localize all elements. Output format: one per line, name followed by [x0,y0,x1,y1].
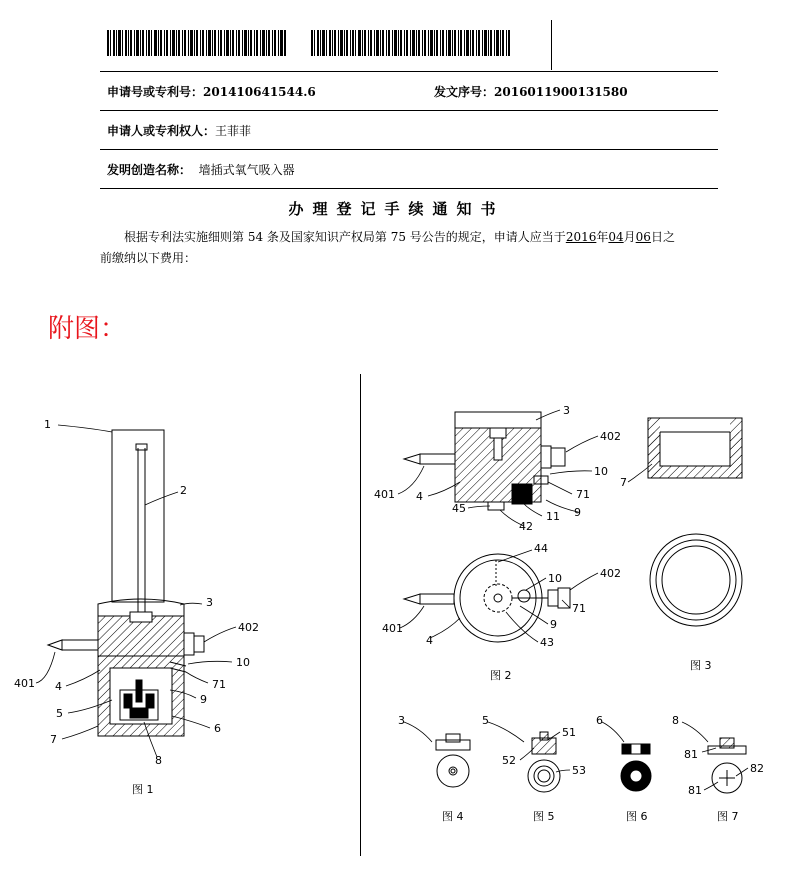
figure-part-label: 71 [572,602,586,615]
figure-part-label: 82 [750,762,764,775]
application-number-row [107,83,316,100]
figure-7-caption: 图 7 [717,810,739,823]
due-day: 06 [635,230,651,244]
figure-part-label: 81 [688,784,702,797]
header-rule [100,110,718,111]
header-rule [100,149,718,150]
figure-part-label: 3 [398,714,405,727]
figure-part-label: 6 [214,722,221,735]
header-rule [100,71,718,72]
figure-2-top-view-drawing [404,554,570,642]
figure-part-label: 10 [594,465,608,478]
application-number-value: 201410641544.6 [203,85,316,99]
header-rule [100,188,718,189]
figure-part-label: 5 [56,707,63,720]
figure-part-label: 9 [574,506,581,519]
figure-part-label: 4 [426,634,433,647]
figure-part-label: 9 [550,618,557,631]
figure-3-drawing [648,418,742,626]
figure-1-drawing [48,430,204,736]
figure-part-label: 3 [206,596,213,609]
figure-6-caption: 图 6 [626,810,648,823]
figure-part-label: 8 [672,714,679,727]
due-year-unit: 年 [596,230,609,244]
figure-4-caption: 图 4 [442,810,464,823]
notice-body-continued: 前缴纳以下费用： [100,251,197,265]
invention-row [107,161,295,178]
figure-part-label: 10 [236,656,250,669]
document-number-row [434,83,628,100]
due-month-unit: 月 [623,230,636,244]
figure-part-label: 71 [576,488,590,501]
figure-part-label: 6 [596,714,603,727]
figure-part-label: 402 [600,567,621,580]
figure-2-top-view-leaders [400,550,598,642]
document-number-value: 2016011900131580 [494,85,628,99]
figure-part-label: 401 [382,622,403,635]
figure-part-label: 42 [519,520,533,533]
figure-part-label: 402 [238,621,259,634]
applicant-row [107,122,251,139]
applicant-label: 申请人或专利权人： [107,124,216,138]
figure-part-label: 9 [200,693,207,706]
barcode-right [311,30,511,56]
notice-title: 办理登记手续通知书 [288,200,505,218]
document-number-label: 发文序号： [434,85,495,99]
figure-4-labels [398,714,405,727]
due-month: 04 [608,230,624,244]
figure-part-label: 2 [180,484,187,497]
figure-part-label: 11 [546,510,560,523]
figure-7-labels [672,714,764,797]
figure-5-caption: 图 5 [533,810,555,823]
figure-part-label: 7 [620,476,627,489]
header-vertical-divider [551,20,552,70]
figure-part-label: 44 [534,542,548,555]
figure-4-leaders [404,722,432,742]
figure-part-label: 4 [416,490,423,503]
figure-part-label: 43 [540,636,554,649]
figure-part-label: 8 [155,754,162,767]
figure-part-label: 3 [563,404,570,417]
due-year: 2016 [565,230,597,244]
figure-3-caption: 图 3 [690,659,712,672]
figure-part-label: 5 [482,714,489,727]
figure-5-leaders [488,722,570,772]
figure-part-label: 71 [212,678,226,691]
figure-part-label: 7 [50,733,57,746]
figure-part-label: 10 [548,572,562,585]
figure-part-label: 52 [502,754,516,767]
figure-part-label: 51 [562,726,576,739]
application-number-label: 申请号或专利号： [107,85,204,99]
figure-4-drawing [436,734,470,787]
notice-body-text: 根据专利法实施细则第 54 条及国家知识产权局第 75 号公告的规定，申请人应当于 [124,230,566,244]
figure-part-label: 401 [14,677,35,690]
patent-drawings [0,370,793,820]
figure-3-labels [620,476,627,489]
figure-6-labels [596,714,603,727]
due-day-unit: 日之 [650,230,675,244]
figure-part-label: 1 [44,418,51,431]
figure-part-label: 45 [452,502,466,515]
figure-6-drawing [621,744,651,791]
figure-part-label: 402 [600,430,621,443]
figure-2-caption: 图 2 [490,669,512,682]
figure-part-label: 401 [374,488,395,501]
invention-value: 墙插式氧气吸入器 [198,163,295,177]
figures-heading: 附图： [48,314,127,344]
barcode-left [107,30,287,56]
figure-6-leaders [602,722,624,742]
figure-5-drawing [528,732,560,792]
invention-label: 发明创造名称： [107,163,192,177]
applicant-value: 王菲菲 [215,124,252,138]
figure-1-caption: 图 1 [132,783,154,796]
figure-2-section-drawing [404,412,565,510]
notice-body [100,227,724,248]
figure-part-label: 4 [55,680,62,693]
figure-part-label: 53 [572,764,586,777]
figure-part-label: 81 [684,748,698,761]
